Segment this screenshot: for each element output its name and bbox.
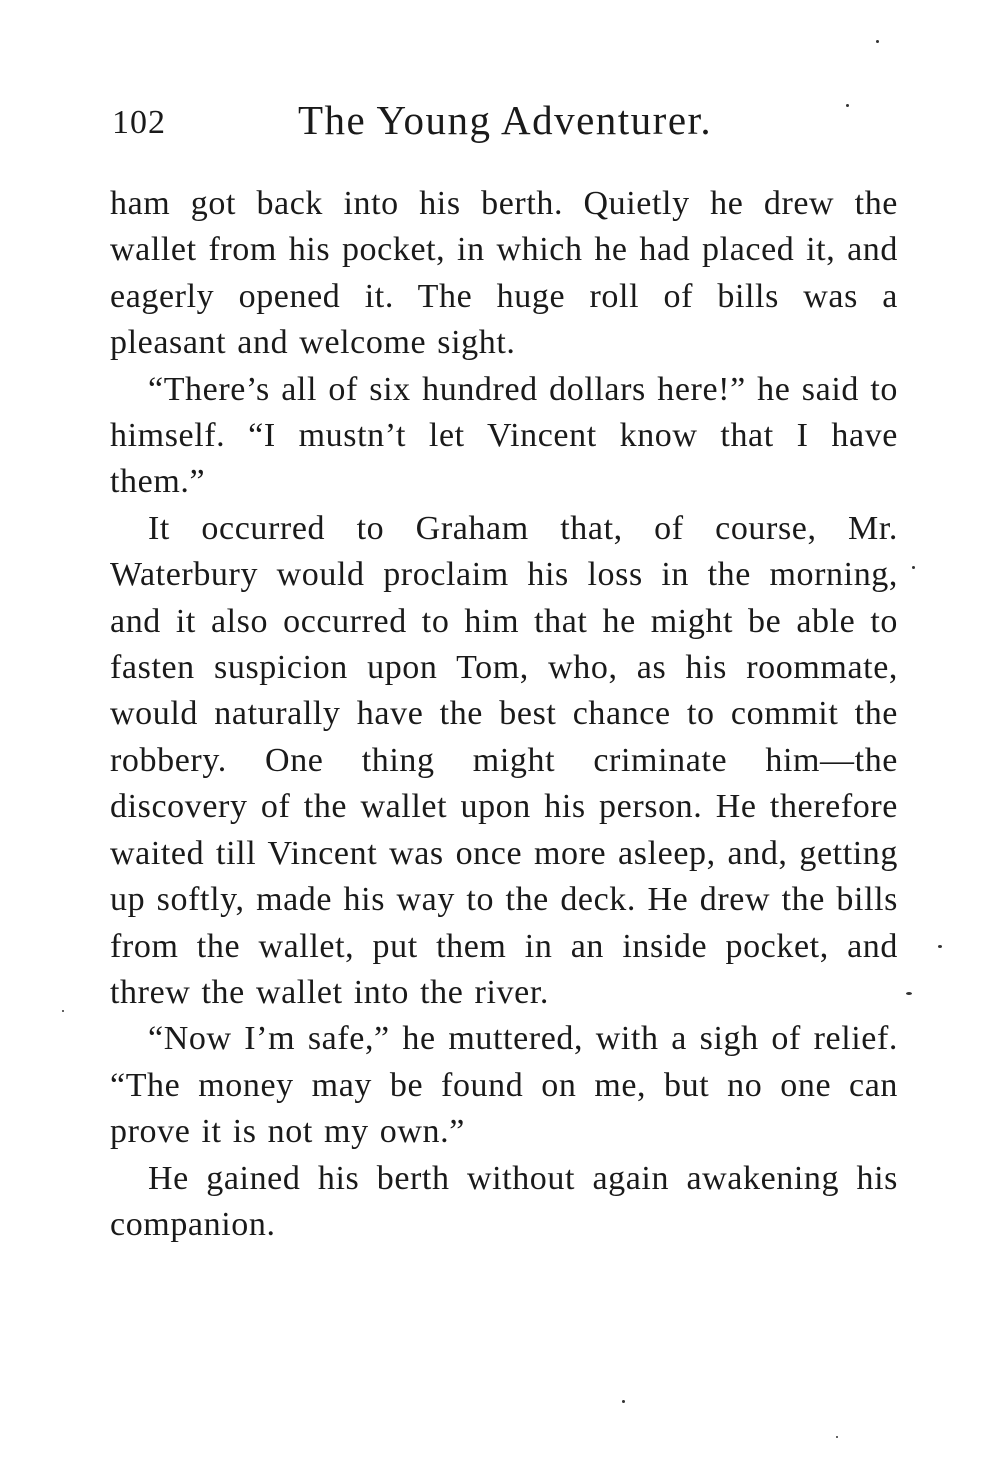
body-text: [110, 181, 898, 1248]
paragraph: He gained his berth without again awakening his companion.: [110, 1159, 898, 1243]
scan-speck: [622, 1400, 625, 1403]
scan-speck: [912, 566, 915, 569]
running-header: [112, 96, 752, 152]
paragraph: It occurred to Graham that, of course, Mr. Waterbury would proclaim his loss in the morning, and it also occurred to him that he might be able to fasten suspicion upon Tom, who, as his roommate, would naturally have the best chance to commit the robbery. One thing might criminate him—the discovery of the wallet upon his person. He therefore waited till Vincent was once more asleep, and, getting up softly, made his way to the deck. He drew the bills from the wallet, put them in an inside pocket, and threw the wallet into the river.: [110, 509, 898, 1011]
page-number: 102: [112, 104, 166, 141]
paragraph: “Now I’m safe,” he muttered, with a sigh of relief. “The money may be found on me, but no one can prove it is not my own.”: [110, 1020, 898, 1151]
scan-speck: [876, 40, 879, 43]
scan-speck: [846, 104, 849, 107]
paragraph: ham got back into his berth. Quietly he drew the wallet from his pocket, in which he had placed it, and eagerly opened it. The huge roll of bills was a pleasant and welcome sight.: [110, 185, 898, 362]
scan-speck: [62, 1010, 64, 1012]
book-title: The Young Adventurer.: [298, 97, 713, 143]
scan-speck: [938, 945, 942, 948]
scan-speck: [836, 1436, 838, 1438]
scan-speck: [906, 992, 912, 995]
paragraph: “There’s all of six hundred dollars here!” he said to himself. “I mustn’t let Vincent know that I have them.”: [110, 370, 898, 501]
